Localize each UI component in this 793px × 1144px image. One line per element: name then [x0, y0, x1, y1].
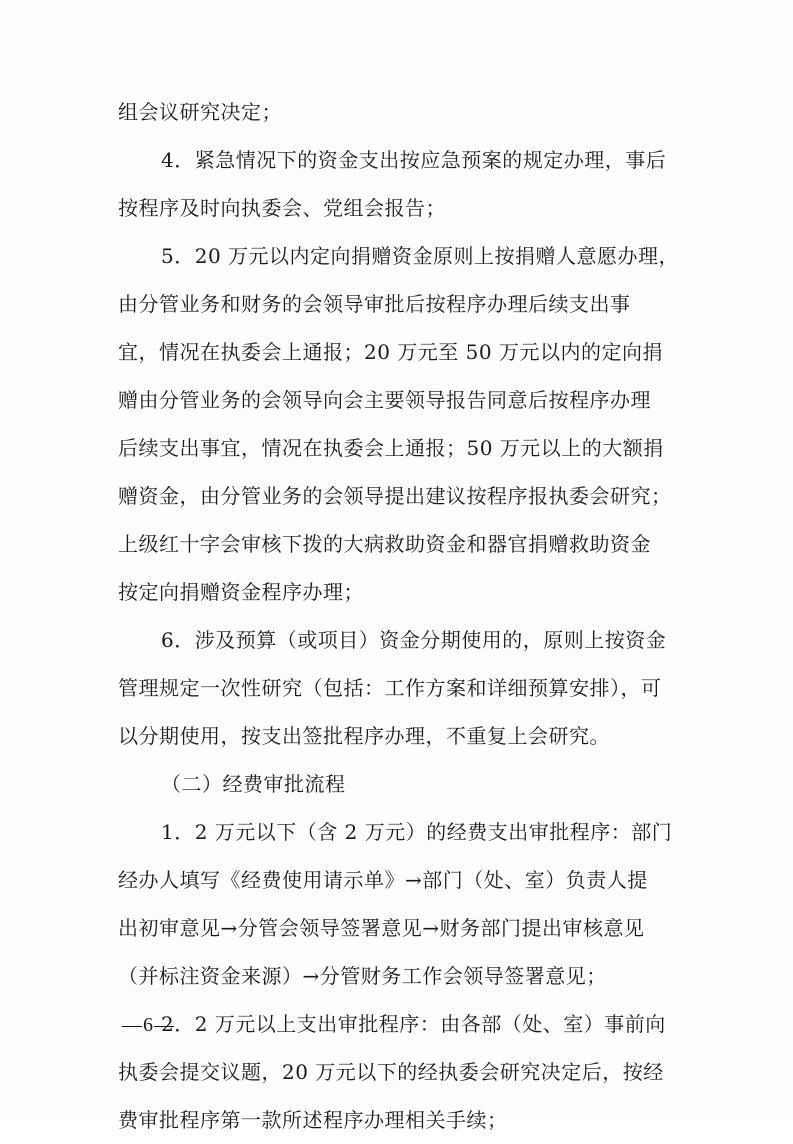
- item-2-line: 2．2 万元以上支出审批程序：由各部（处、室）事前向: [161, 1012, 666, 1036]
- item-4-line: 4．紧急情况下的资金支出按应急预案的规定办理，事后: [161, 148, 667, 172]
- text-line: 由分管业务和财务的会领导审批后按程序办理后续支出事: [118, 292, 631, 316]
- text-line: 以分期使用，按支出签批程序办理，不重复上会研究。: [118, 724, 610, 748]
- text-line: 执委会提交议题，20 万元以下的经执委会研究决定后，按经: [118, 1060, 664, 1084]
- page-number: —6—: [122, 1014, 175, 1036]
- section-heading: （二）经费审批流程: [161, 772, 346, 796]
- text-line: 经办人填写《经费使用请示单》→部门（处、室）负责人提: [118, 868, 648, 892]
- text-line: 后续支出事宜，情况在执委会上通报；50 万元以上的大额捐: [118, 436, 664, 460]
- text-line: 管理规定一次性研究（包括：工作方案和详细预算安排），可: [118, 676, 662, 700]
- text-line: 按定向捐赠资金程序办理；: [118, 580, 364, 604]
- item-6-line: 6．涉及预算（或项目）资金分期使用的，原则上按资金: [161, 628, 667, 652]
- text-line: 组会议研究决定；: [118, 100, 282, 124]
- text-line: 按程序及时向执委会、党组会报告；: [118, 196, 446, 220]
- body-text: [118, 88, 688, 1144]
- text-line: 赠资金，由分管业务的会领导提出建议按程序报执委会研究；: [118, 484, 672, 508]
- text-line: （并标注资金来源）→分管财务工作会领导签署意见；: [118, 964, 607, 988]
- text-line: 出初审意见→分管会领导签署意见→财务部门提出审核意见: [118, 916, 645, 940]
- item-1-line: 1．2 万元以下（含 2 万元）的经费支出审批程序：部门: [161, 820, 673, 844]
- item-5-line: 5．20 万元以内定向捐赠资金原则上按捐赠人意愿办理，: [161, 244, 680, 268]
- text-line: 上级红十字会审核下拨的大病救助资金和器官捐赠救助资金: [118, 532, 651, 556]
- text-line: 赠由分管业务的会领导向会主要领导报告同意后按程序办理: [118, 388, 651, 412]
- text-line: 费审批程序第一款所述程序办理相关手续；: [118, 1108, 508, 1132]
- text-line: 宜，情况在执委会上通报；20 万元至 50 万元以内的定向捐: [118, 340, 663, 364]
